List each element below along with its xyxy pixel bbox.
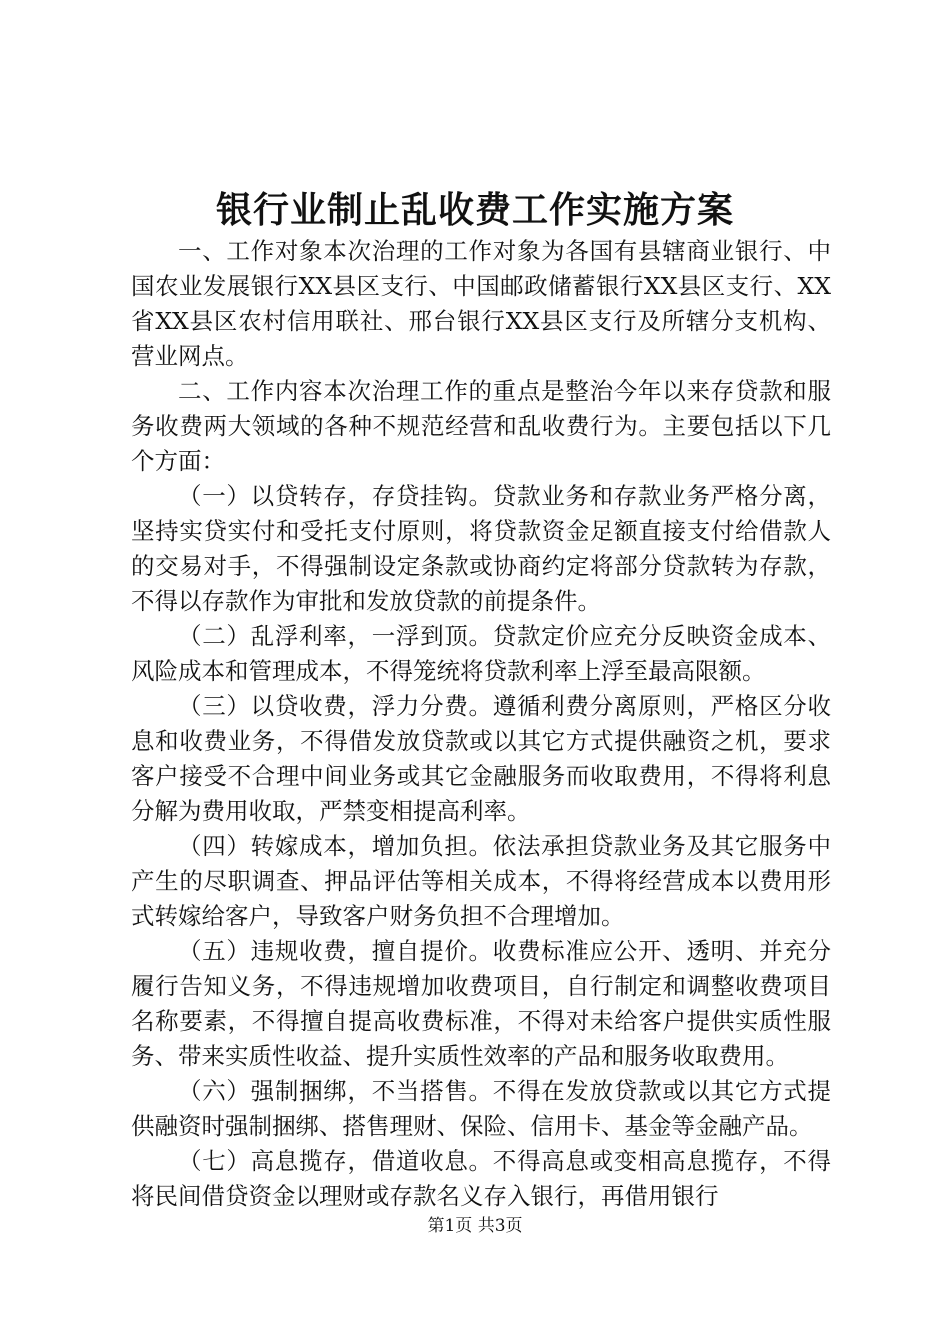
paragraph: 一、工作对象本次治理的工作对象为各国有县辖商业银行、中国农业发展银行XX县区支行、中国邮政储蓄银行XX县区支行、XX省XX县区农村信用联社、邢台银行XX县区支行及所辖分支机构、营业网点。 [131,237,831,370]
paragraph: （六）强制捆绑，不当搭售。不得在发放贷款或以其它方式提供融资时强制捆绑、搭售理财、保险、信用卡、基金等金融产品。 [131,1077,831,1140]
paragraph: （四）转嫁成本，增加负担。依法承担贷款业务及其它服务中产生的尽职调查、押品评估等相关成本，不得将经营成本以费用形式转嫁给客户，导致客户财务负担不合理增加。 [131,832,831,930]
paragraph: 二、工作内容本次治理工作的重点是整治今年以来存贷款和服务收费两大领域的各种不规范经营和乱收费行为。主要包括以下几个方面： [131,377,831,475]
paragraph: （一）以贷转存，存贷挂钩。贷款业务和存款业务严格分离，坚持实贷实付和受托支付原则，将贷款资金足额直接支付给借款人的交易对手，不得强制设定条款或协商约定将部分贷款转为存款，不得以存款作为审批和发放贷款的前提条件。 [131,482,831,615]
document-body [131,234,831,1214]
paragraph: （五）违规收费，擅自提价。收费标准应公开、透明、并充分履行告知义务，不得违规增加收费项目，自行制定和调整收费项目名称要素，不得擅自提高收费标准，不得对未给客户提供实质性服务、带来实质性收益、提升实质性效率的产品和服务收取费用。 [131,937,831,1070]
paragraph: （二）乱浮利率，一浮到顶。贷款定价应充分反映资金成本、风险成本和管理成本，不得笼统将贷款利率上浮至最高限额。 [131,622,831,685]
document-title: 银行业制止乱收费工作实施方案 [215,189,734,231]
page-number-footer: 第1页 共3页 [427,1216,523,1236]
paragraph: （七）高息揽存，借道收息。不得高息或变相高息揽存，不得将民间借贷资金以理财或存款名义存入银行，再借用银行 [131,1147,831,1210]
paragraph: （三）以贷收费，浮力分费。遵循利费分离原则，严格区分收息和收费业务，不得借发放贷款或以其它方式提供融资之机，要求客户接受不合理中间业务或其它金融服务而收取费用，不得将利息分解为费用收取，严禁变相提高利率。 [131,692,831,825]
